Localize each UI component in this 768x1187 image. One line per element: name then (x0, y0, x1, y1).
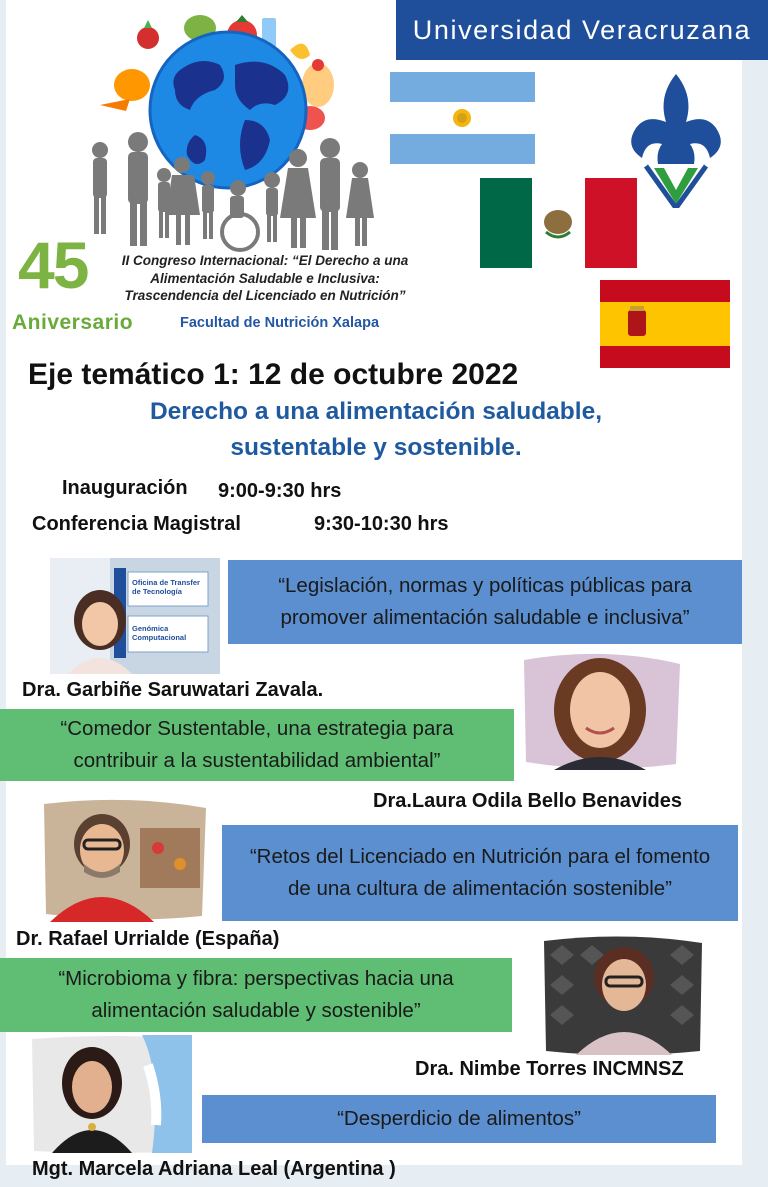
mexico-flag (480, 178, 637, 268)
talk-title (60, 713, 453, 777)
congress-title (100, 252, 430, 305)
talk-title-line: “Retos del Licenciado en Nutrición para el fomento (249, 845, 711, 868)
photo-sign-text (132, 578, 200, 596)
congress-line: Alimentación Saludable e Inclusiva: (150, 270, 380, 286)
spain-flag (600, 280, 730, 368)
talk-box (228, 560, 742, 644)
speaker-name: Mgt. Marcela Adriana Leal (Argentina ) (32, 1158, 396, 1180)
speaker-photo (50, 558, 220, 674)
photo-sign-line: Oficina de Transfer (132, 578, 200, 587)
congress-line: Trascendencia del Licenciado en Nutrición” (124, 288, 406, 303)
anniversary-number: 45 (18, 228, 88, 302)
talk-title (58, 963, 453, 1027)
talk-box (0, 958, 512, 1032)
photo-sign-line: Computacional (132, 633, 187, 642)
speaker-name: Dra. Garbiñe Saruwatari Zavala. (22, 679, 324, 701)
talk-box (202, 1095, 716, 1143)
fleur-de-lis-v-logo (624, 70, 728, 208)
schedule-label: Conferencia Magistral (32, 513, 241, 535)
talk-title (337, 1103, 581, 1135)
talk-title-line: “Legislación, normas y políticas públicas para (278, 574, 692, 597)
photo-sign-line: de Tecnología (132, 587, 182, 596)
talk-title-line: promover alimentación saludable e inclusiva” (280, 606, 690, 629)
subtitle-line: Derecho a una alimentación saludable, (149, 398, 603, 425)
schedule-label: Inauguración (62, 477, 188, 499)
speaker-photo (30, 1035, 192, 1153)
globe-family-food-logo (60, 10, 400, 255)
speaker-name: Dr. Rafael Urrialde (España) (16, 928, 280, 950)
photo-sign-text (132, 624, 186, 642)
axis-subtitle (96, 394, 656, 466)
university-banner: Universidad Veracruzana (396, 0, 768, 60)
faculty-name: Facultad de Nutrición Xalapa (180, 315, 380, 331)
talk-title-line: contribuir a la sustentabilidad ambiental” (73, 749, 441, 772)
subtitle-line: sustentable y sostenible. (230, 434, 522, 461)
schedule-time: 9:00-9:30 hrs (218, 480, 342, 502)
talk-title-line: de una cultura de alimentación sostenible” (287, 877, 673, 900)
axis-title: Eje temático 1: 12 de octubre 2022 (28, 358, 519, 391)
talk-title (250, 841, 710, 905)
congress-line: II Congreso Internacional: “El Derecho a una (121, 253, 409, 268)
speaker-photo (540, 935, 706, 1055)
speaker-portrait-icon (40, 798, 210, 922)
speaker-portrait-icon (30, 1035, 192, 1153)
talk-box (222, 825, 738, 921)
photo-sign-line: Genómica (132, 624, 169, 633)
talk-title-line: “Comedor Sustentable, una estrategia para (60, 717, 454, 740)
talk-title-line: “Microbioma y fibra: perspectivas hacia una (58, 967, 454, 990)
speaker-portrait-icon (50, 558, 220, 674)
schedule-time: 9:30-10:30 hrs (314, 513, 449, 535)
talk-title-line: alimentación saludable y sostenible” (91, 999, 421, 1022)
talk-box (0, 709, 514, 781)
speaker-portrait-icon (518, 652, 684, 770)
argentina-flag (390, 72, 535, 164)
talk-title-line: “Desperdicio de alimentos” (337, 1107, 581, 1130)
talk-title (278, 570, 692, 634)
speaker-name: Dra. Nimbe Torres INCMNSZ (415, 1058, 684, 1080)
speaker-photo (518, 652, 684, 770)
speaker-name: Dra.Laura Odila Bello Benavides (373, 790, 682, 812)
speaker-photo (40, 798, 210, 922)
speaker-portrait-icon (540, 935, 706, 1055)
anniversary-label: Aniversario (12, 311, 134, 334)
